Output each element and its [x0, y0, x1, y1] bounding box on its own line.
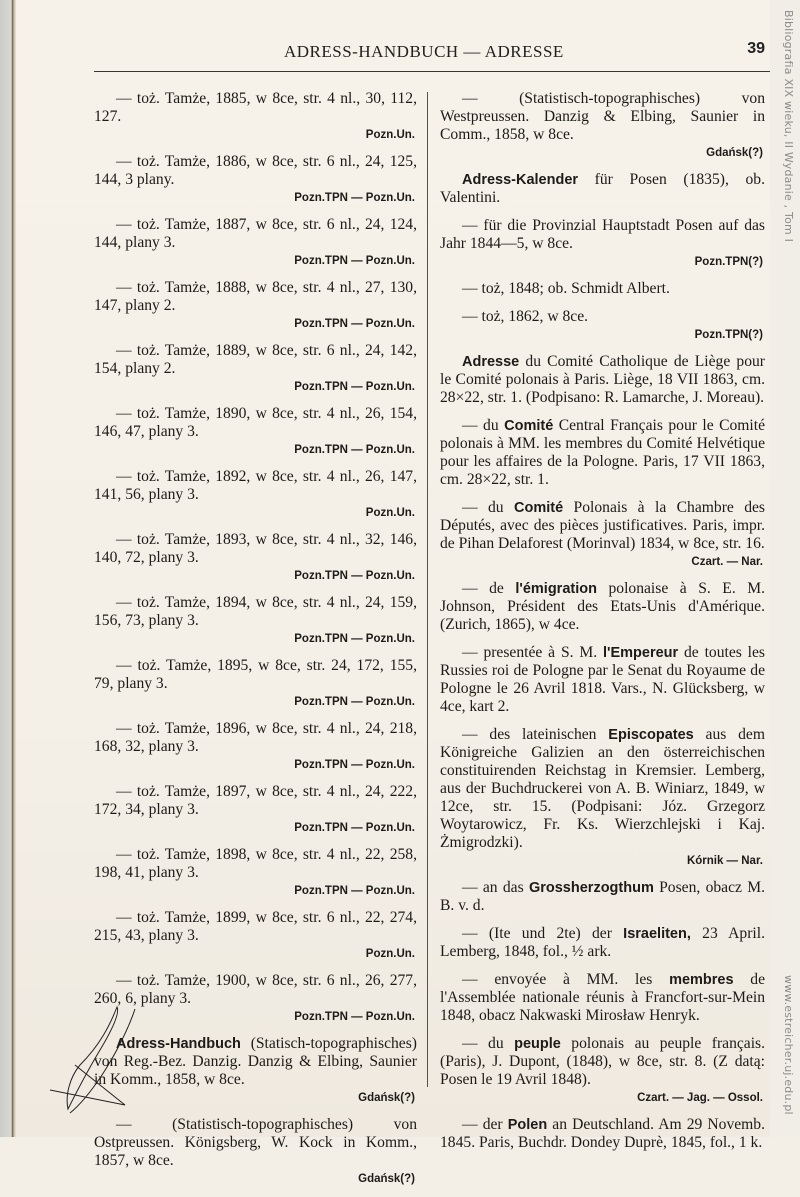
library-location: Kórnik — Nar.: [686, 855, 763, 867]
library-location: Pozn.TPN(?): [694, 329, 763, 341]
library-location: Pozn.TPN — Pozn.Un.: [294, 885, 415, 897]
entry-text: [440, 217, 765, 253]
entry-text: [94, 1116, 417, 1170]
entry-body: — toż. Tamże, 1893, w 8ce, str. 4 nl., 32, 146, 140, 72, plany 3.: [94, 531, 417, 566]
bibliography-entry: [94, 342, 417, 395]
entry-text: [440, 580, 765, 634]
entry-body: — toż. Tamże, 1888, w 8ce, str. 4 nl., 27, 130, 147, plany 2.: [94, 279, 417, 314]
entry-body: an Deutschland. Am 29 Novemb. 1845. Paris, Buchdr. Dondey Duprè, 1845, fol., 1 k.: [440, 1116, 765, 1151]
entry-body: Central Français pour le Comité polonais à MM. les membres du Comité Helvétique pour les affaires de la Pologne. Paris, 17 VII 1863, cm. 28×22, str. 1.: [440, 417, 766, 488]
side-watermark-strip: [770, 0, 800, 1137]
entry-text: [94, 153, 417, 189]
bibliography-entry: [440, 925, 765, 961]
entry-heading: peuple: [514, 1036, 561, 1052]
entry-text: [440, 417, 765, 489]
entry-text: [440, 1035, 765, 1089]
entry-heading: Comité: [514, 500, 564, 516]
entry-prefix: — du: [462, 499, 514, 516]
library-location: Czart. — Jag. — Ossol.: [637, 1092, 763, 1104]
bibliography-entry: [94, 216, 417, 269]
bibliography-entry: [94, 972, 417, 1025]
entry-text: [94, 216, 417, 252]
entry-text: [94, 720, 417, 756]
entry-prefix: — du: [462, 417, 505, 434]
library-location: Pozn.TPN — Pozn.Un.: [294, 822, 415, 834]
bibliography-entry: [94, 531, 417, 584]
entry-body: — toż. Tamże, 1894, w 8ce, str. 4 nl., 24, 159, 156, 73, plany 3.: [94, 594, 417, 629]
entry-body: (Statisch-topographisches) von Reg.-Bez. Danzig. Danzig & Elbing, Saunier in Komm., 1858, w 8ce.: [94, 1035, 417, 1088]
entry-heading: Israeliten,: [623, 926, 691, 942]
library-location: Gdańsk(?): [358, 1173, 415, 1185]
entry-body: polonais au peuple français. (Paris), J. Dupont, (1848), w 8ce, str. 8. (Z datą: Posen le 19 Avril 1848).: [440, 1035, 766, 1088]
entry-body: — toż. Tamże, 1895, w 8ce, str. 24, 172, 155, 79, plany 3.: [94, 657, 417, 692]
entry-text: [94, 468, 417, 504]
page-edge: [0, 0, 16, 1137]
entry-heading: Adress-Handbuch: [116, 1036, 241, 1052]
entry-body: — (Statistisch-topographisches) von Westpreussen. Danzig & Elbing, Saunier in Comm., 1858, w 8ce.: [440, 90, 765, 143]
entry-text: [94, 279, 417, 315]
library-location: Pozn.Un.: [365, 507, 415, 519]
entry-body: — toż. Tamże, 1900, w 8ce, str. 6 nl., 26, 277, 260, 6, plany 3.: [94, 972, 417, 1007]
bibliography-entry: [440, 971, 765, 1025]
entry-text: [440, 971, 765, 1025]
entry-text: [94, 342, 417, 378]
entry-body: — toż. Tamże, 1898, w 8ce, str. 4 nl., 22, 258, 198, 41, plany 3.: [94, 846, 417, 881]
entry-text: [94, 972, 417, 1008]
entry-heading: l'Empereur: [602, 645, 679, 661]
library-location: Pozn.TPN — Pozn.Un.: [294, 318, 415, 330]
header-rule: [94, 71, 770, 72]
page-number: 39: [747, 40, 765, 57]
bibliography-entry: [440, 417, 765, 489]
library-location: Pozn.TPN(?): [694, 256, 763, 268]
entry-body: du Comité Catholique de Liège pour le Comité polonais à Paris. Liège, 18 VII 1863, cm. 28×22, str. 1. (Podpisano: R. Lamarche, J. Moreau).: [440, 353, 765, 406]
library-location: Pozn.TPN — Pozn.Un.: [294, 696, 415, 708]
entry-body: — toż. Tamże, 1896, w 8ce, str. 4 nl., 24, 218, 168, 32, plany 3.: [94, 720, 417, 755]
entry-body: — toż. Tamże, 1885, w 8ce, str. 4 nl., 30, 112, 127.: [94, 90, 417, 125]
entry-text: [94, 90, 417, 126]
library-location: Pozn.Un.: [365, 129, 415, 141]
bibliography-entry: [94, 468, 417, 521]
entry-body: de toutes les Russies roi de Pologne par le Senat du Royaume de Pologne le 26 Avril 1818. Vars., N. Glücksberg, w 4ce, kart 2.: [440, 644, 765, 715]
side-watermark-bottom: www.estreicher.uj.edu.pl: [782, 975, 795, 1115]
entry-prefix: — der: [462, 1116, 508, 1133]
left-column: [94, 90, 417, 1197]
entry-prefix: — du: [462, 1035, 515, 1052]
entry-text: [440, 280, 765, 298]
bibliography-entry: [94, 783, 417, 836]
entry-heading: Adress-Kalender: [462, 172, 579, 188]
library-location: Pozn.TPN — Pozn.Un.: [294, 570, 415, 582]
entry-heading: Adresse: [462, 354, 520, 370]
library-location: Pozn.TPN — Pozn.Un.: [294, 444, 415, 456]
bibliography-entry: [94, 90, 417, 143]
entry-text: [440, 90, 765, 144]
bibliography-entry: [440, 1035, 765, 1106]
entry-body: Posen, obacz M. B. v. d.: [440, 879, 765, 914]
entry-text: [440, 644, 765, 716]
entry-body: Polonais à la Chambre des Députés, avec des pièces justificatives. Paris, impr. de Pihan Delaforest (Morinval) 1834, w 8ce, str. 16.: [440, 499, 765, 552]
side-watermark-top: Bibliografia XIX wieku, II Wydanie , Tom I: [782, 10, 795, 243]
right-column: [440, 90, 765, 1162]
entry-body: polonaise à S. E. M. Johnson, Président des Etats-Unis d'Amérique. (Zurich, 1865), w 4ce.: [440, 580, 766, 633]
entry-text: [94, 531, 417, 567]
entry-heading: Grossherzogthum: [528, 880, 654, 896]
library-location: Pozn.TPN — Pozn.Un.: [294, 192, 415, 204]
bibliography-entry: [440, 308, 765, 343]
bibliography-entry: [94, 1116, 417, 1187]
bibliography-entry: [94, 594, 417, 647]
bibliography-entry: [94, 405, 417, 458]
library-location: Pozn.TPN — Pozn.Un.: [294, 633, 415, 645]
library-location: Gdańsk(?): [358, 1092, 415, 1104]
library-location: Pozn.TPN — Pozn.Un.: [294, 381, 415, 393]
entry-heading: Polen: [507, 1117, 548, 1133]
entry-heading: Episcopates: [608, 727, 694, 743]
entry-body: — toż. Tamże, 1892, w 8ce, str. 4 nl., 26, 147, 141, 56, plany 3.: [94, 468, 417, 503]
entry-body: — toż. Tamże, 1887, w 8ce, str. 6 nl., 24, 124, 144, plany 3.: [94, 216, 417, 251]
bibliography-entry: [440, 879, 765, 915]
library-location: Pozn.TPN — Pozn.Un.: [294, 255, 415, 267]
entry-prefix: — an das: [462, 879, 529, 896]
entry-text: [440, 353, 765, 407]
entry-heading: membres: [669, 972, 734, 988]
column-divider: [427, 92, 428, 1087]
entry-text: [440, 879, 765, 915]
bibliography-entry: [440, 644, 765, 716]
library-location: Pozn.TPN — Pozn.Un.: [294, 759, 415, 771]
entry-body: — toż. Tamże, 1889, w 8ce, str. 6 nl., 24, 142, 154, plany 2.: [94, 342, 417, 377]
running-header-title: ADRESS-HANDBUCH — ADRESSE: [284, 42, 564, 61]
bibliography-entry: [94, 909, 417, 962]
entry-text: [440, 1116, 765, 1152]
bibliography-entry: [440, 217, 765, 270]
entry-body: de l'Assemblée nationale réunis à Francfort-sur-Mein 1848, obacz Nakwaski Mirosław Henryk.: [440, 971, 765, 1024]
bibliography-entry: [440, 726, 765, 869]
entry-body: — für die Provinzial Hauptstadt Posen auf das Jahr 1844—5, w 8ce.: [440, 217, 765, 252]
entry-text: [94, 783, 417, 819]
entry-prefix: — envoyée à MM. les: [462, 971, 670, 988]
entry-body: aus dem Königreiche Galizien an den österreichischen constituirenden Reichstag in Kremsier. Lemberg, aus der Buchdruckerei von A. B. Winiarz, 1849, w 12ce, str. 15. (Podpisani: Józ. Grzegorz Woytarowicz, Fr. Ks. Wierzchlejski i Kaj. Żmigrodzki).: [440, 726, 765, 851]
entry-text: [94, 1035, 417, 1089]
entry-prefix: — de: [462, 580, 516, 597]
bibliography-entry: [94, 846, 417, 899]
entry-text: [94, 405, 417, 441]
bibliography-entry: [440, 280, 765, 298]
entry-prefix: — (Ite und 2te) der: [462, 925, 624, 942]
entry-body: — toż, 1862, w 8ce.: [462, 308, 589, 325]
handwritten-signature-icon: [40, 1005, 140, 1115]
bibliography-entry: [94, 720, 417, 773]
entry-body: — toż. Tamże, 1890, w 8ce, str. 4 nl., 26, 154, 146, 47, plany 3.: [94, 405, 417, 440]
entry-text: [94, 657, 417, 693]
entry-heading: l'émigration: [515, 581, 597, 597]
running-header: [94, 40, 770, 72]
bibliography-entry: [94, 657, 417, 710]
entry-text: [440, 308, 765, 326]
entry-body: für Posen (1835), ob. Valentini.: [440, 171, 765, 206]
library-location: Pozn.TPN — Pozn.Un.: [294, 1011, 415, 1023]
entry-text: [94, 594, 417, 630]
entry-body: — toż. Tamże, 1899, w 8ce, str. 6 nl., 22, 274, 215, 43, plany 3.: [94, 909, 417, 944]
entry-text: [440, 726, 765, 852]
library-location: Pozn.Un.: [365, 948, 415, 960]
bibliography-entry: [440, 1116, 765, 1152]
entry-heading: Comité: [504, 418, 554, 434]
entry-text: [440, 499, 765, 553]
bibliography-entry: [440, 171, 765, 207]
entry-text: [440, 171, 765, 207]
bibliography-entry: [440, 580, 765, 634]
bibliography-entry: [440, 499, 765, 570]
library-location: Czart. — Nar.: [691, 556, 763, 568]
entry-text: [94, 846, 417, 882]
bibliography-entry: [440, 90, 765, 161]
bibliography-entry: [94, 279, 417, 332]
library-location: Gdańsk(?): [706, 147, 763, 159]
entry-body: — toż, 1848; ob. Schmidt Albert.: [462, 280, 670, 297]
bibliography-entry: [94, 153, 417, 206]
entry-text: [94, 909, 417, 945]
entry-prefix: — des lateinischen: [462, 726, 609, 743]
entry-body: — toż. Tamże, 1886, w 8ce, str. 6 nl., 24, 125, 144, 3 plany.: [94, 153, 417, 188]
entry-body: — toż. Tamże, 1897, w 8ce, str. 4 nl., 24, 222, 172, 34, plany 3.: [94, 783, 417, 818]
entry-body: — (Statistisch-topographisches) von Ostpreussen. Königsberg, W. Kock in Komm., 1857, w 8ce.: [94, 1116, 417, 1169]
bibliography-entry: [94, 1035, 417, 1106]
entry-body: 23 April. Lemberg, 1848, fol., ½ ark.: [440, 925, 765, 960]
entry-text: [440, 925, 765, 961]
bibliography-entry: [440, 353, 765, 407]
entry-prefix: — presentée à S. M.: [462, 644, 603, 661]
